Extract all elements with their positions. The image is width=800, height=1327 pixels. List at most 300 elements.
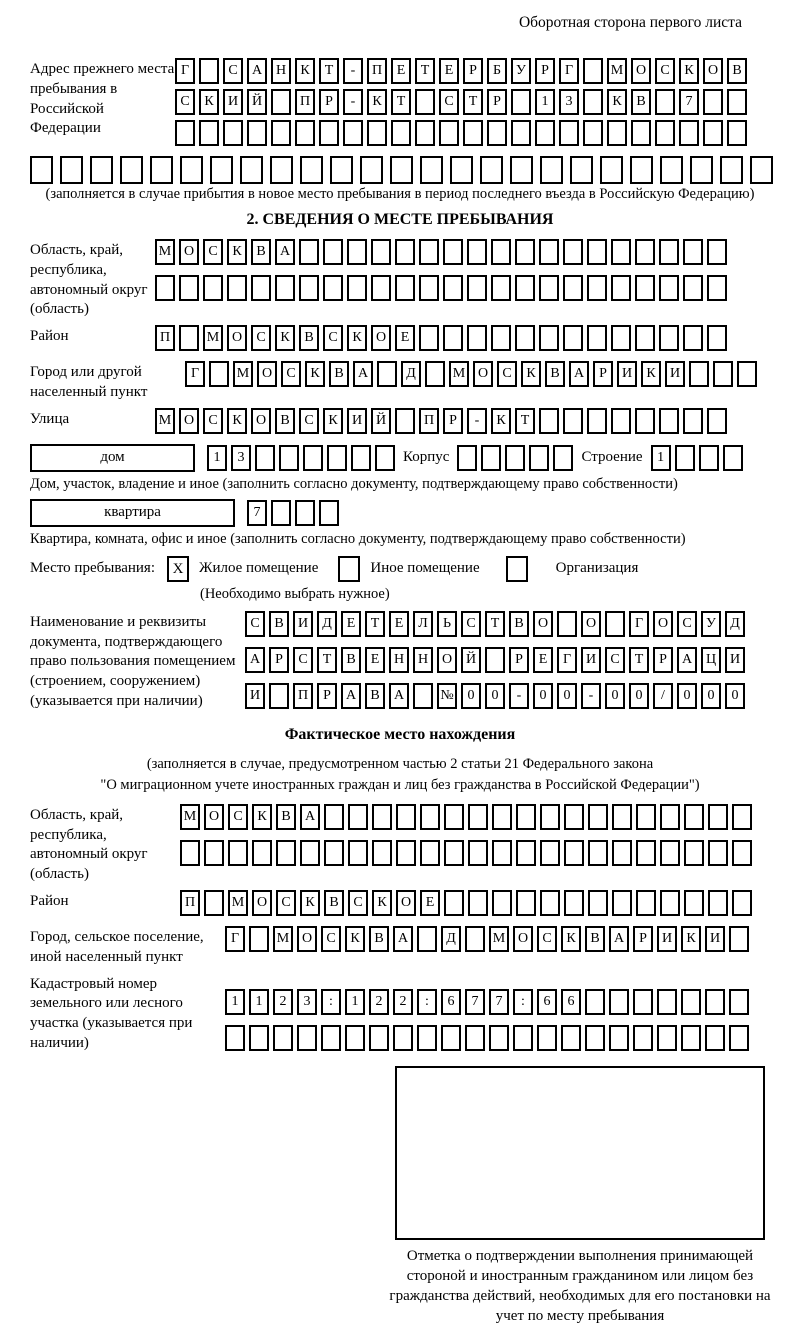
grid-cell[interactable] — [516, 804, 536, 830]
grid-cell[interactable] — [660, 804, 680, 830]
grid-cell[interactable] — [609, 989, 629, 1015]
grid-cell[interactable] — [630, 156, 653, 184]
grid-cell[interactable] — [585, 1025, 605, 1051]
grid-cell[interactable] — [444, 804, 464, 830]
grid-cell[interactable]: П — [367, 58, 387, 84]
grid-cell[interactable] — [707, 275, 727, 301]
grid-cell[interactable] — [588, 890, 608, 916]
grid-cell[interactable]: О — [437, 647, 457, 673]
grid-cell[interactable]: Р — [653, 647, 673, 673]
grid-cell[interactable] — [492, 890, 512, 916]
grid-cell[interactable] — [705, 989, 725, 1015]
grid-cell[interactable]: К — [275, 325, 295, 351]
grid-cell[interactable]: О — [371, 325, 391, 351]
grid-cell[interactable] — [611, 408, 631, 434]
checkbox-residential[interactable]: X — [167, 556, 189, 582]
grid-cell[interactable] — [439, 120, 459, 146]
grid-cell[interactable] — [351, 445, 371, 471]
grid-cell[interactable] — [611, 275, 631, 301]
grid-cell[interactable]: К — [295, 58, 315, 84]
grid-cell[interactable] — [539, 239, 559, 265]
grid-cell[interactable] — [515, 325, 535, 351]
grid-cell[interactable]: К — [681, 926, 701, 952]
grid-cell[interactable] — [375, 445, 395, 471]
grid-cell[interactable]: 1 — [225, 989, 245, 1015]
grid-cell[interactable] — [683, 325, 703, 351]
grid-cell[interactable] — [441, 1025, 461, 1051]
grid-cell[interactable] — [587, 325, 607, 351]
grid-cell[interactable] — [367, 120, 387, 146]
grid-cell[interactable]: 2 — [369, 989, 389, 1015]
grid-cell[interactable] — [679, 120, 699, 146]
grid-cell[interactable]: Д — [317, 611, 337, 637]
grid-cell[interactable]: В — [365, 683, 385, 709]
grid-cell[interactable] — [390, 156, 413, 184]
grid-cell[interactable] — [585, 989, 605, 1015]
grid-cell[interactable] — [467, 239, 487, 265]
grid-cell[interactable] — [732, 890, 752, 916]
grid-cell[interactable]: 0 — [701, 683, 721, 709]
grid-cell[interactable] — [703, 120, 723, 146]
grid-cell[interactable] — [684, 804, 704, 830]
grid-cell[interactable] — [348, 804, 368, 830]
grid-cell[interactable]: 0 — [461, 683, 481, 709]
grid-cell[interactable] — [415, 120, 435, 146]
grid-cell[interactable]: С — [293, 647, 313, 673]
grid-cell[interactable]: С — [677, 611, 697, 637]
grid-cell[interactable]: С — [605, 647, 625, 673]
grid-cell[interactable]: 1 — [345, 989, 365, 1015]
grid-cell[interactable]: / — [653, 683, 673, 709]
grid-cell[interactable] — [707, 325, 727, 351]
grid-cell[interactable] — [227, 275, 247, 301]
grid-cell[interactable] — [535, 120, 555, 146]
grid-cell[interactable] — [633, 989, 653, 1015]
grid-cell[interactable]: 0 — [725, 683, 745, 709]
grid-cell[interactable] — [492, 804, 512, 830]
grid-cell[interactable] — [480, 156, 503, 184]
grid-cell[interactable] — [657, 989, 677, 1015]
grid-cell[interactable] — [465, 926, 485, 952]
grid-cell[interactable] — [707, 408, 727, 434]
grid-cell[interactable] — [583, 89, 603, 115]
grid-cell[interactable]: Р — [509, 647, 529, 673]
grid-cell[interactable] — [175, 120, 195, 146]
grid-cell[interactable] — [457, 445, 477, 471]
grid-cell[interactable]: Й — [461, 647, 481, 673]
grid-cell[interactable] — [564, 840, 584, 866]
grid-cell[interactable]: Д — [441, 926, 461, 952]
grid-cell[interactable]: Е — [341, 611, 361, 637]
grid-cell[interactable] — [732, 840, 752, 866]
grid-cell[interactable]: О — [703, 58, 723, 84]
grid-cell[interactable]: Ь — [437, 611, 457, 637]
grid-cell[interactable] — [683, 408, 703, 434]
grid-cell[interactable] — [180, 156, 203, 184]
grid-cell[interactable] — [372, 804, 392, 830]
grid-cell[interactable]: 7 — [247, 500, 267, 526]
grid-cell[interactable]: С — [203, 408, 223, 434]
grid-cell[interactable]: А — [300, 804, 320, 830]
grid-cell[interactable]: И — [245, 683, 265, 709]
grid-cell[interactable] — [324, 804, 344, 830]
grid-cell[interactable] — [587, 275, 607, 301]
grid-cell[interactable]: И — [223, 89, 243, 115]
grid-cell[interactable] — [655, 89, 675, 115]
grid-cell[interactable]: С — [461, 611, 481, 637]
grid-cell[interactable]: О — [581, 611, 601, 637]
grid-cell[interactable] — [631, 120, 651, 146]
grid-cell[interactable] — [537, 1025, 557, 1051]
grid-cell[interactable] — [564, 890, 584, 916]
grid-cell[interactable] — [588, 804, 608, 830]
grid-cell[interactable]: П — [155, 325, 175, 351]
grid-cell[interactable] — [737, 361, 757, 387]
grid-cell[interactable] — [609, 1025, 629, 1051]
grid-cell[interactable] — [30, 156, 53, 184]
grid-cell[interactable]: С — [655, 58, 675, 84]
grid-cell[interactable]: И — [293, 611, 313, 637]
grid-cell[interactable] — [273, 1025, 293, 1051]
grid-cell[interactable]: Т — [365, 611, 385, 637]
grid-cell[interactable]: В — [276, 804, 296, 830]
grid-cell[interactable] — [443, 325, 463, 351]
grid-cell[interactable]: О — [396, 890, 416, 916]
grid-cell[interactable]: - — [581, 683, 601, 709]
grid-cell[interactable] — [657, 1025, 677, 1051]
grid-cell[interactable] — [249, 1025, 269, 1051]
grid-cell[interactable] — [396, 804, 416, 830]
grid-cell[interactable]: К — [347, 325, 367, 351]
grid-cell[interactable]: М — [233, 361, 253, 387]
grid-cell[interactable]: И — [657, 926, 677, 952]
grid-cell[interactable]: Р — [319, 89, 339, 115]
grid-cell[interactable]: П — [180, 890, 200, 916]
grid-cell[interactable] — [723, 445, 743, 471]
grid-cell[interactable]: 1 — [249, 989, 269, 1015]
grid-cell[interactable]: В — [369, 926, 389, 952]
grid-cell[interactable] — [683, 239, 703, 265]
grid-cell[interactable] — [255, 445, 275, 471]
grid-cell[interactable] — [279, 445, 299, 471]
grid-cell[interactable]: - — [343, 89, 363, 115]
grid-cell[interactable] — [489, 1025, 509, 1051]
grid-cell[interactable] — [300, 840, 320, 866]
grid-cell[interactable] — [539, 275, 559, 301]
grid-cell[interactable]: Р — [269, 647, 289, 673]
grid-cell[interactable]: В — [251, 239, 271, 265]
grid-cell[interactable]: Е — [439, 58, 459, 84]
grid-cell[interactable]: В — [631, 89, 651, 115]
grid-cell[interactable] — [491, 275, 511, 301]
grid-cell[interactable] — [513, 1025, 533, 1051]
grid-cell[interactable]: А — [389, 683, 409, 709]
grid-cell[interactable] — [611, 239, 631, 265]
grid-cell[interactable]: Е — [389, 611, 409, 637]
grid-cell[interactable] — [271, 500, 291, 526]
grid-cell[interactable] — [563, 239, 583, 265]
grid-cell[interactable] — [681, 989, 701, 1015]
grid-cell[interactable] — [395, 275, 415, 301]
grid-cell[interactable] — [587, 239, 607, 265]
grid-cell[interactable] — [271, 89, 291, 115]
grid-cell[interactable] — [583, 58, 603, 84]
grid-cell[interactable] — [468, 804, 488, 830]
grid-cell[interactable] — [492, 840, 512, 866]
grid-cell[interactable] — [563, 325, 583, 351]
grid-cell[interactable]: 7 — [465, 989, 485, 1015]
grid-cell[interactable] — [750, 156, 773, 184]
grid-cell[interactable] — [635, 325, 655, 351]
grid-cell[interactable] — [463, 120, 483, 146]
grid-cell[interactable]: А — [245, 647, 265, 673]
grid-cell[interactable] — [465, 1025, 485, 1051]
grid-cell[interactable]: И — [725, 647, 745, 673]
grid-cell[interactable]: М — [489, 926, 509, 952]
grid-cell[interactable] — [563, 408, 583, 434]
grid-cell[interactable] — [561, 1025, 581, 1051]
grid-cell[interactable]: В — [269, 611, 289, 637]
grid-cell[interactable] — [563, 275, 583, 301]
grid-cell[interactable] — [705, 1025, 725, 1051]
grid-cell[interactable]: К — [491, 408, 511, 434]
grid-cell[interactable] — [570, 156, 593, 184]
grid-cell[interactable]: 0 — [677, 683, 697, 709]
grid-cell[interactable] — [420, 840, 440, 866]
grid-cell[interactable] — [240, 156, 263, 184]
grid-cell[interactable]: Т — [319, 58, 339, 84]
grid-cell[interactable] — [419, 275, 439, 301]
grid-cell[interactable] — [444, 890, 464, 916]
grid-cell[interactable] — [347, 275, 367, 301]
grid-cell[interactable]: М — [273, 926, 293, 952]
grid-cell[interactable] — [612, 890, 632, 916]
grid-cell[interactable] — [395, 239, 415, 265]
grid-cell[interactable]: С — [321, 926, 341, 952]
grid-cell[interactable] — [347, 239, 367, 265]
grid-cell[interactable]: : — [321, 989, 341, 1015]
grid-cell[interactable] — [587, 408, 607, 434]
grid-cell[interactable]: 0 — [629, 683, 649, 709]
grid-cell[interactable] — [515, 275, 535, 301]
grid-cell[interactable]: 6 — [537, 989, 557, 1015]
grid-cell[interactable] — [559, 120, 579, 146]
grid-cell[interactable]: В — [341, 647, 361, 673]
grid-cell[interactable]: В — [727, 58, 747, 84]
grid-cell[interactable] — [635, 408, 655, 434]
grid-cell[interactable]: Н — [389, 647, 409, 673]
grid-cell[interactable] — [395, 408, 415, 434]
grid-cell[interactable]: 7 — [679, 89, 699, 115]
grid-cell[interactable]: М — [449, 361, 469, 387]
grid-cell[interactable]: Е — [533, 647, 553, 673]
grid-cell[interactable]: О — [179, 239, 199, 265]
grid-cell[interactable] — [660, 156, 683, 184]
grid-cell[interactable] — [703, 89, 723, 115]
grid-cell[interactable]: Е — [391, 58, 411, 84]
grid-cell[interactable]: Н — [413, 647, 433, 673]
grid-cell[interactable]: С — [175, 89, 195, 115]
grid-cell[interactable]: Р — [317, 683, 337, 709]
grid-cell[interactable] — [90, 156, 113, 184]
grid-cell[interactable]: Г — [559, 58, 579, 84]
grid-cell[interactable]: П — [295, 89, 315, 115]
grid-cell[interactable] — [468, 840, 488, 866]
grid-cell[interactable]: О — [513, 926, 533, 952]
grid-cell[interactable]: К — [300, 890, 320, 916]
grid-cell[interactable]: 0 — [533, 683, 553, 709]
grid-cell[interactable] — [655, 120, 675, 146]
grid-cell[interactable]: М — [607, 58, 627, 84]
grid-cell[interactable]: П — [419, 408, 439, 434]
grid-cell[interactable] — [179, 275, 199, 301]
grid-cell[interactable] — [732, 804, 752, 830]
grid-cell[interactable] — [491, 239, 511, 265]
grid-cell[interactable] — [180, 840, 200, 866]
grid-cell[interactable] — [150, 156, 173, 184]
checkbox-other-premises[interactable] — [338, 556, 360, 582]
grid-cell[interactable] — [276, 840, 296, 866]
grid-cell[interactable] — [557, 611, 577, 637]
grid-cell[interactable] — [600, 156, 623, 184]
grid-cell[interactable]: И — [705, 926, 725, 952]
grid-cell[interactable]: С — [323, 325, 343, 351]
grid-cell[interactable] — [612, 804, 632, 830]
grid-cell[interactable]: О — [179, 408, 199, 434]
grid-cell[interactable]: В — [329, 361, 349, 387]
grid-cell[interactable] — [675, 445, 695, 471]
grid-cell[interactable]: О — [297, 926, 317, 952]
grid-cell[interactable] — [684, 890, 704, 916]
grid-cell[interactable]: Г — [185, 361, 205, 387]
grid-cell[interactable] — [327, 445, 347, 471]
grid-cell[interactable]: 1 — [651, 445, 671, 471]
grid-cell[interactable]: Г — [225, 926, 245, 952]
grid-cell[interactable] — [419, 239, 439, 265]
grid-cell[interactable] — [635, 275, 655, 301]
grid-cell[interactable] — [690, 156, 713, 184]
grid-cell[interactable] — [360, 156, 383, 184]
grid-cell[interactable]: И — [347, 408, 367, 434]
grid-cell[interactable]: Е — [395, 325, 415, 351]
grid-cell[interactable] — [120, 156, 143, 184]
grid-cell[interactable]: К — [372, 890, 392, 916]
grid-cell[interactable]: 2 — [273, 989, 293, 1015]
grid-cell[interactable] — [683, 275, 703, 301]
grid-cell[interactable]: О — [631, 58, 651, 84]
grid-cell[interactable] — [155, 275, 175, 301]
grid-cell[interactable]: 6 — [441, 989, 461, 1015]
grid-cell[interactable]: 3 — [559, 89, 579, 115]
grid-cell[interactable] — [271, 120, 291, 146]
grid-cell[interactable] — [729, 989, 749, 1015]
grid-cell[interactable]: С — [281, 361, 301, 387]
grid-cell[interactable] — [420, 156, 443, 184]
grid-cell[interactable]: Й — [247, 89, 267, 115]
grid-cell[interactable]: А — [569, 361, 589, 387]
grid-cell[interactable] — [228, 840, 248, 866]
grid-cell[interactable]: Л — [413, 611, 433, 637]
grid-cell[interactable]: 3 — [297, 989, 317, 1015]
grid-cell[interactable] — [179, 325, 199, 351]
grid-cell[interactable] — [249, 926, 269, 952]
grid-cell[interactable] — [252, 840, 272, 866]
grid-cell[interactable] — [391, 120, 411, 146]
grid-cell[interactable] — [659, 325, 679, 351]
grid-cell[interactable] — [209, 361, 229, 387]
grid-cell[interactable]: С — [223, 58, 243, 84]
grid-cell[interactable] — [203, 275, 223, 301]
grid-cell[interactable]: Г — [175, 58, 195, 84]
grid-cell[interactable]: Р — [463, 58, 483, 84]
grid-cell[interactable] — [372, 840, 392, 866]
grid-cell[interactable] — [60, 156, 83, 184]
grid-cell[interactable]: Й — [371, 408, 391, 434]
grid-cell[interactable] — [299, 239, 319, 265]
grid-cell[interactable] — [377, 361, 397, 387]
grid-cell[interactable]: Т — [515, 408, 535, 434]
grid-cell[interactable]: О — [257, 361, 277, 387]
grid-cell[interactable] — [529, 445, 549, 471]
grid-cell[interactable]: А — [341, 683, 361, 709]
grid-cell[interactable]: В — [299, 325, 319, 351]
grid-cell[interactable]: 1 — [207, 445, 227, 471]
grid-cell[interactable]: В — [545, 361, 565, 387]
grid-cell[interactable] — [729, 926, 749, 952]
grid-cell[interactable]: Т — [317, 647, 337, 673]
grid-cell[interactable]: И — [665, 361, 685, 387]
grid-cell[interactable] — [729, 1025, 749, 1051]
grid-cell[interactable] — [225, 1025, 245, 1051]
grid-cell[interactable] — [275, 275, 295, 301]
grid-cell[interactable]: Т — [485, 611, 505, 637]
grid-cell[interactable]: К — [199, 89, 219, 115]
grid-cell[interactable] — [323, 239, 343, 265]
grid-cell[interactable]: В — [509, 611, 529, 637]
grid-cell[interactable] — [713, 361, 733, 387]
grid-cell[interactable]: А — [677, 647, 697, 673]
grid-cell[interactable]: Г — [629, 611, 649, 637]
grid-cell[interactable]: А — [353, 361, 373, 387]
grid-cell[interactable] — [510, 156, 533, 184]
grid-cell[interactable] — [515, 239, 535, 265]
grid-cell[interactable] — [199, 58, 219, 84]
grid-cell[interactable]: С — [439, 89, 459, 115]
grid-cell[interactable] — [393, 1025, 413, 1051]
grid-cell[interactable] — [588, 840, 608, 866]
grid-cell[interactable] — [204, 840, 224, 866]
grid-cell[interactable] — [720, 156, 743, 184]
grid-cell[interactable]: - — [467, 408, 487, 434]
grid-cell[interactable] — [487, 120, 507, 146]
grid-cell[interactable]: М — [203, 325, 223, 351]
grid-cell[interactable] — [417, 926, 437, 952]
grid-cell[interactable]: - — [343, 58, 363, 84]
grid-cell[interactable] — [539, 325, 559, 351]
grid-cell[interactable]: К — [227, 408, 247, 434]
grid-cell[interactable]: Р — [443, 408, 463, 434]
grid-cell[interactable] — [540, 804, 560, 830]
grid-cell[interactable] — [319, 500, 339, 526]
grid-cell[interactable]: Г — [557, 647, 577, 673]
grid-cell[interactable]: Т — [629, 647, 649, 673]
grid-cell[interactable]: П — [293, 683, 313, 709]
grid-cell[interactable]: Т — [391, 89, 411, 115]
grid-cell[interactable] — [727, 89, 747, 115]
grid-cell[interactable]: 6 — [561, 989, 581, 1015]
grid-cell[interactable]: К — [345, 926, 365, 952]
grid-cell[interactable]: В — [585, 926, 605, 952]
